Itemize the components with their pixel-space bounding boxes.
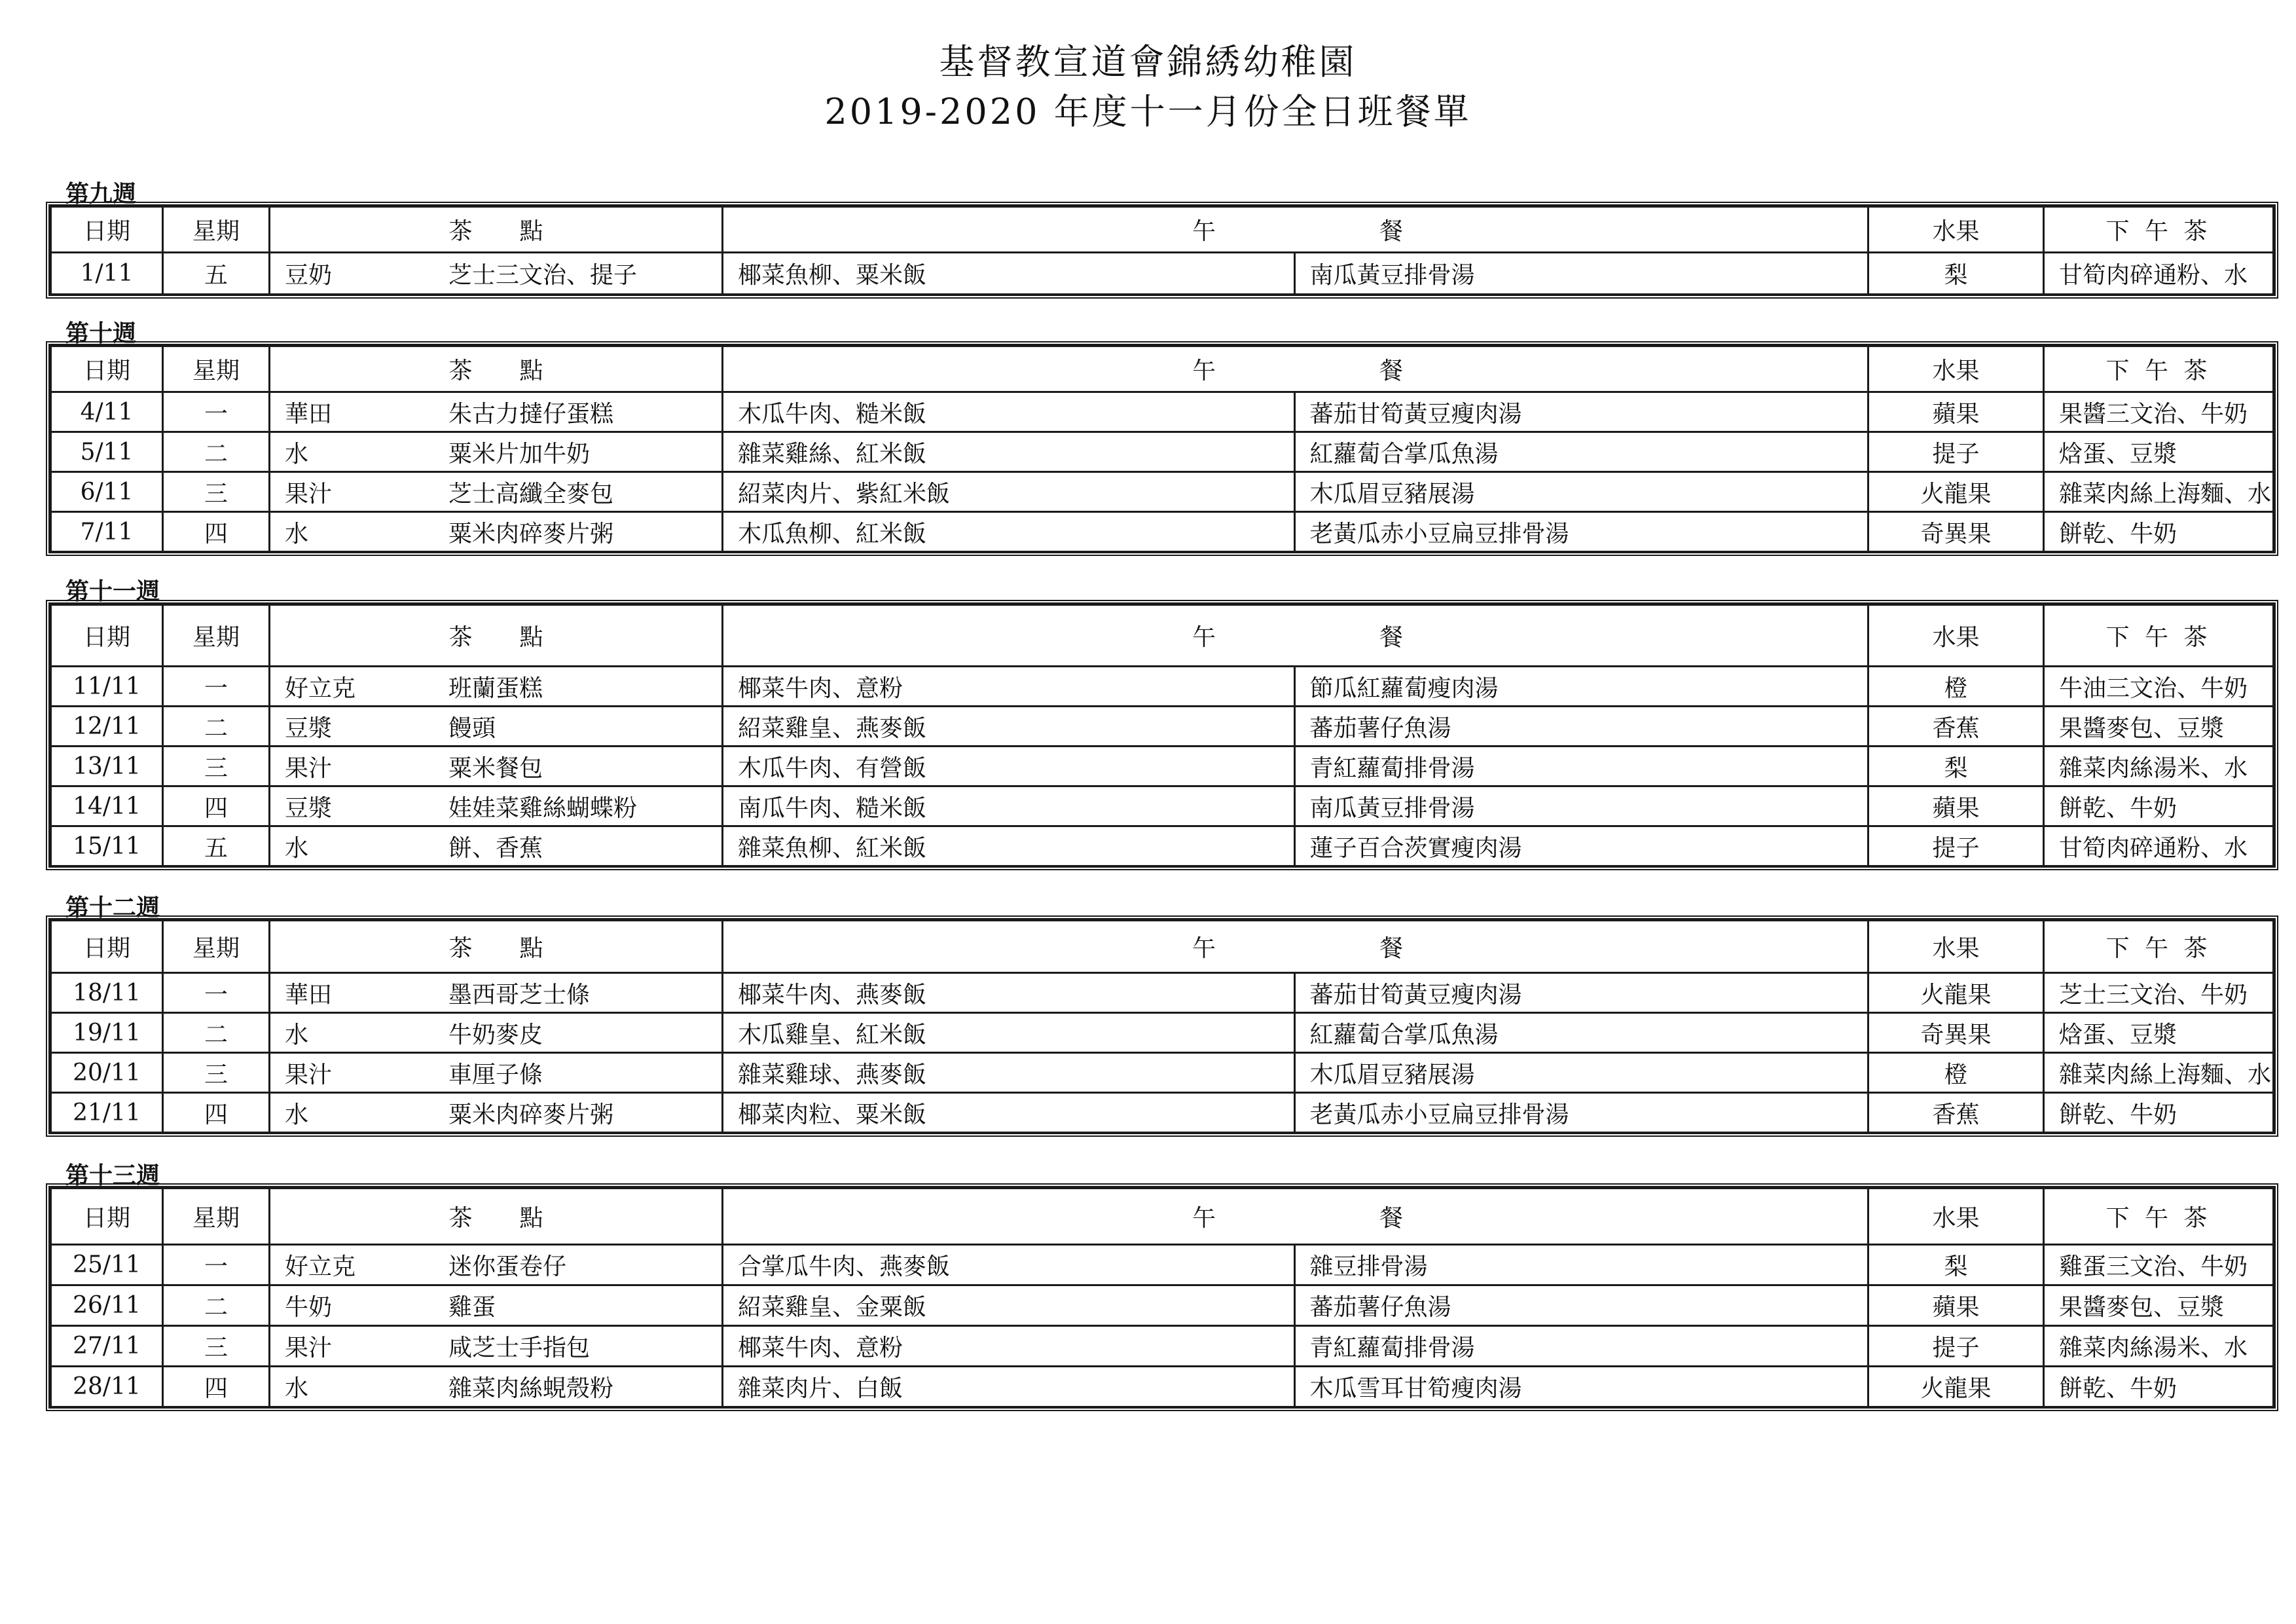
menu-table — [50, 1187, 2274, 1408]
lunch-soup: 紅蘿蔔合掌瓜魚湯 — [1294, 1013, 1868, 1053]
fruit-cell: 蘋果 — [1868, 786, 2044, 826]
header-row — [51, 346, 2274, 392]
tea-cell — [270, 1093, 723, 1133]
lunch-main: 木瓜魚柳、紅米飯 — [723, 512, 1295, 552]
menu-subtitle: 2019-2020 年度十一月份全日班餐單 — [824, 91, 1472, 132]
tea-drink: 豆奶 — [285, 262, 333, 289]
day-cell: 二 — [163, 707, 270, 747]
lunch-soup: 雜豆排骨湯 — [1294, 1245, 1868, 1285]
date-cell: 26/11 — [51, 1285, 163, 1326]
day-cell: 二 — [163, 1013, 270, 1053]
day-cell: 三 — [163, 1326, 270, 1367]
fruit-cell: 橙 — [1868, 1053, 2044, 1093]
lunch-soup: 青紅蘿蔔排骨湯 — [1294, 747, 1868, 786]
week-label: 第十一週 — [65, 578, 160, 605]
tea-drink: 好立克 — [285, 1253, 356, 1280]
day-cell: 三 — [163, 472, 270, 512]
header-row — [51, 207, 2274, 253]
fruit-cell: 蘋果 — [1868, 1285, 2044, 1326]
col-date: 日期 — [51, 605, 163, 667]
col-lunch-2: 餐 — [1294, 207, 1868, 253]
week-label: 第十三週 — [65, 1162, 160, 1189]
table-row — [51, 973, 2274, 1013]
tea-snack: 粟米餐包 — [448, 754, 543, 782]
lunch-soup: 老黃瓜赤小豆扁豆排骨湯 — [1294, 1093, 1868, 1133]
fruit-cell: 香蕉 — [1868, 707, 2044, 747]
tea-cell — [270, 512, 723, 552]
table-row — [51, 1245, 2274, 1285]
fruit-cell: 火龍果 — [1868, 472, 2044, 512]
table-row — [51, 1013, 2274, 1053]
menu-table — [50, 604, 2274, 867]
week-table — [46, 915, 2278, 1137]
tea-snack: 朱古力撻仔蛋糕 — [448, 400, 614, 428]
afternoon-tea-cell: 芝士三文治、牛奶 — [2044, 973, 2274, 1013]
day-cell: 一 — [163, 973, 270, 1013]
table-row — [51, 707, 2274, 747]
afternoon-tea-cell: 牛油三文治、牛奶 — [2044, 667, 2274, 707]
date-cell: 18/11 — [51, 973, 163, 1013]
fruit-cell: 火龍果 — [1868, 1367, 2044, 1407]
date-cell: 27/11 — [51, 1326, 163, 1367]
tea-cell — [270, 667, 723, 707]
lunch-soup: 青紅蘿蔔排骨湯 — [1294, 1326, 1868, 1367]
tea-drink: 果汁 — [285, 1335, 333, 1361]
col-tea: 茶 點 — [270, 921, 723, 973]
day-cell: 一 — [163, 667, 270, 707]
afternoon-tea-cell: 甘筍肉碎通粉、水 — [2044, 826, 2274, 866]
col-afternoon-tea: 下 午 茶 — [2044, 605, 2274, 667]
col-lunch-2: 餐 — [1294, 346, 1868, 392]
date-cell: 15/11 — [51, 826, 163, 866]
lunch-soup: 蕃茄甘筍黃豆瘦肉湯 — [1294, 973, 1868, 1013]
tea-drink: 華田 — [285, 400, 333, 428]
lunch-soup: 蓮子百合茨實瘦肉湯 — [1294, 826, 1868, 866]
tea-cell — [270, 826, 723, 866]
col-lunch: 午 — [723, 346, 1295, 392]
col-fruit: 水果 — [1868, 1189, 2044, 1245]
lunch-main: 南瓜牛肉、糙米飯 — [723, 786, 1295, 826]
table-row — [51, 432, 2274, 472]
date-cell: 25/11 — [51, 1245, 163, 1285]
day-cell: 五 — [163, 826, 270, 866]
tea-snack: 墨西哥芝士條 — [448, 981, 591, 1008]
tea-snack: 娃娃菜雞絲蝴蝶粉 — [448, 794, 638, 822]
date-cell: 5/11 — [51, 432, 163, 472]
fruit-cell: 奇異果 — [1868, 512, 2044, 552]
day-cell: 四 — [163, 512, 270, 552]
col-day: 星期 — [163, 207, 270, 253]
day-cell: 三 — [163, 1053, 270, 1093]
afternoon-tea-cell: 果醬麥包、豆漿 — [2044, 707, 2274, 747]
tea-cell — [270, 392, 723, 432]
lunch-soup: 蕃茄薯仔魚湯 — [1294, 1285, 1868, 1326]
col-fruit: 水果 — [1868, 207, 2044, 253]
lunch-soup: 蕃茄薯仔魚湯 — [1294, 707, 1868, 747]
afternoon-tea-cell: 餅乾、牛奶 — [2044, 1367, 2274, 1407]
day-cell: 一 — [163, 392, 270, 432]
menu-table — [50, 345, 2274, 553]
week-table — [46, 202, 2278, 299]
date-cell: 21/11 — [51, 1093, 163, 1133]
week-table — [46, 600, 2278, 870]
tea-cell — [270, 1326, 723, 1367]
fruit-cell: 橙 — [1868, 667, 2044, 707]
tea-drink: 果汁 — [285, 480, 333, 507]
afternoon-tea-cell: 果醬三文治、牛奶 — [2044, 392, 2274, 432]
header-row — [51, 605, 2274, 667]
table-row — [51, 512, 2274, 552]
day-cell: 五 — [163, 253, 270, 295]
col-fruit: 水果 — [1868, 921, 2044, 973]
lunch-main: 雜菜魚柳、紅米飯 — [723, 826, 1295, 866]
tea-snack: 饅頭 — [448, 714, 496, 742]
date-cell: 6/11 — [51, 472, 163, 512]
afternoon-tea-cell: 餅乾、牛奶 — [2044, 512, 2274, 552]
col-lunch: 午 — [723, 921, 1295, 973]
col-afternoon-tea: 下 午 茶 — [2044, 1189, 2274, 1245]
afternoon-tea-cell: 雜菜肉絲湯米、水 — [2044, 1326, 2274, 1367]
fruit-cell: 香蕉 — [1868, 1093, 2044, 1133]
afternoon-tea-cell: 果醬麥包、豆漿 — [2044, 1285, 2274, 1326]
tea-cell — [270, 1245, 723, 1285]
header-row — [51, 921, 2274, 973]
fruit-cell: 提子 — [1868, 432, 2044, 472]
date-cell: 11/11 — [51, 667, 163, 707]
tea-cell — [270, 747, 723, 786]
tea-drink: 水 — [285, 1101, 309, 1128]
tea-drink: 牛奶 — [285, 1294, 333, 1321]
date-cell: 4/11 — [51, 392, 163, 432]
day-cell: 四 — [163, 786, 270, 826]
col-date: 日期 — [51, 921, 163, 973]
week-label: 第十週 — [65, 320, 137, 347]
week-label: 第九週 — [65, 181, 137, 208]
afternoon-tea-cell: 雜菜肉絲湯米、水 — [2044, 747, 2274, 786]
afternoon-tea-cell: 甘筍肉碎通粉、水 — [2044, 253, 2274, 295]
tea-cell — [270, 1053, 723, 1093]
lunch-main: 椰菜魚柳、粟米飯 — [723, 253, 1295, 295]
date-cell: 14/11 — [51, 786, 163, 826]
tea-snack: 芝士三文治、提子 — [448, 262, 638, 289]
lunch-soup: 南瓜黃豆排骨湯 — [1294, 253, 1868, 295]
lunch-main: 木瓜牛肉、有營飯 — [723, 747, 1295, 786]
lunch-soup: 蕃茄甘筍黃豆瘦肉湯 — [1294, 392, 1868, 432]
table-row — [51, 1326, 2274, 1367]
date-cell: 1/11 — [51, 253, 163, 295]
day-cell: 二 — [163, 1285, 270, 1326]
table-row — [51, 1367, 2274, 1407]
tea-cell — [270, 707, 723, 747]
table-row — [51, 667, 2274, 707]
lunch-main: 紹菜肉片、紫紅米飯 — [723, 472, 1295, 512]
tea-snack: 餅、香蕉 — [448, 834, 543, 862]
col-tea: 茶 點 — [270, 346, 723, 392]
col-tea: 茶 點 — [270, 605, 723, 667]
tea-drink: 豆漿 — [285, 794, 333, 822]
col-lunch: 午 — [723, 605, 1295, 667]
fruit-cell: 梨 — [1868, 747, 2044, 786]
fruit-cell: 奇異果 — [1868, 1013, 2044, 1053]
col-afternoon-tea: 下 午 茶 — [2044, 207, 2274, 253]
lunch-main: 椰菜牛肉、意粉 — [723, 1326, 1295, 1367]
tea-drink: 華田 — [285, 981, 333, 1008]
lunch-main: 木瓜牛肉、糙米飯 — [723, 392, 1295, 432]
tea-cell — [270, 253, 723, 295]
lunch-main: 紹菜雞皇、金粟飯 — [723, 1285, 1295, 1326]
week-table — [46, 1183, 2278, 1411]
fruit-cell: 火龍果 — [1868, 973, 2044, 1013]
col-lunch: 午 — [723, 1189, 1295, 1245]
tea-snack: 雜菜肉絲蜆殼粉 — [448, 1375, 614, 1402]
tea-snack: 粟米片加牛奶 — [448, 440, 591, 468]
day-cell: 四 — [163, 1093, 270, 1133]
col-lunch-2: 餐 — [1294, 921, 1868, 973]
lunch-soup: 節瓜紅蘿蔔瘦肉湯 — [1294, 667, 1868, 707]
lunch-main: 雜菜雞球、燕麥飯 — [723, 1053, 1295, 1093]
fruit-cell: 梨 — [1868, 1245, 2044, 1285]
table-row — [51, 1053, 2274, 1093]
col-afternoon-tea: 下 午 茶 — [2044, 346, 2274, 392]
date-cell: 20/11 — [51, 1053, 163, 1093]
afternoon-tea-cell: 焓蛋、豆漿 — [2044, 1013, 2274, 1053]
tea-cell — [270, 786, 723, 826]
table-row — [51, 472, 2274, 512]
lunch-main: 雜菜雞絲、紅米飯 — [723, 432, 1295, 472]
col-afternoon-tea: 下 午 茶 — [2044, 921, 2274, 973]
lunch-main: 合掌瓜牛肉、燕麥飯 — [723, 1245, 1295, 1285]
fruit-cell: 提子 — [1868, 826, 2044, 866]
tea-snack: 車厘子條 — [448, 1061, 543, 1088]
afternoon-tea-cell: 雜菜肉絲上海麵、水 — [2044, 1053, 2274, 1093]
school-title: 基督教宣道會錦綉幼稚園 — [939, 41, 1357, 83]
tea-drink: 豆漿 — [285, 714, 333, 742]
date-cell: 28/11 — [51, 1367, 163, 1407]
tea-drink: 水 — [285, 834, 309, 862]
col-day: 星期 — [163, 1189, 270, 1245]
table-row — [51, 826, 2274, 866]
date-cell: 12/11 — [51, 707, 163, 747]
day-cell: 三 — [163, 747, 270, 786]
col-tea: 茶 點 — [270, 1189, 723, 1245]
tea-drink: 果汁 — [285, 1061, 333, 1088]
table-row — [51, 786, 2274, 826]
col-day: 星期 — [163, 921, 270, 973]
lunch-main: 雜菜肉片、白飯 — [723, 1367, 1295, 1407]
table-row — [51, 253, 2274, 295]
col-date: 日期 — [51, 207, 163, 253]
tea-snack: 咸芝士手指包 — [448, 1335, 591, 1361]
tea-snack: 芝士高纖全麥包 — [448, 480, 614, 507]
tea-snack: 班蘭蛋糕 — [448, 674, 543, 702]
tea-cell — [270, 432, 723, 472]
table-row — [51, 392, 2274, 432]
lunch-soup: 紅蘿蔔合掌瓜魚湯 — [1294, 432, 1868, 472]
header-row — [51, 1189, 2274, 1245]
lunch-soup: 木瓜眉豆豬展湯 — [1294, 1053, 1868, 1093]
day-cell: 四 — [163, 1367, 270, 1407]
col-date: 日期 — [51, 346, 163, 392]
date-cell: 19/11 — [51, 1013, 163, 1053]
tea-snack: 牛奶麥皮 — [448, 1021, 543, 1048]
lunch-soup: 老黃瓜赤小豆扁豆排骨湯 — [1294, 512, 1868, 552]
col-day: 星期 — [163, 346, 270, 392]
afternoon-tea-cell: 雜菜肉絲上海麵、水 — [2044, 472, 2274, 512]
tea-drink: 水 — [285, 1021, 309, 1048]
lunch-soup: 木瓜眉豆豬展湯 — [1294, 472, 1868, 512]
afternoon-tea-cell: 雞蛋三文治、牛奶 — [2044, 1245, 2274, 1285]
col-date: 日期 — [51, 1189, 163, 1245]
tea-drink: 水 — [285, 1375, 309, 1402]
col-fruit: 水果 — [1868, 346, 2044, 392]
week-table — [46, 341, 2278, 556]
date-cell: 7/11 — [51, 512, 163, 552]
table-row — [51, 747, 2274, 786]
col-lunch-2: 餐 — [1294, 605, 1868, 667]
tea-snack: 雞蛋 — [448, 1294, 496, 1321]
col-lunch-2: 餐 — [1294, 1189, 1868, 1245]
afternoon-tea-cell: 餅乾、牛奶 — [2044, 786, 2274, 826]
tea-snack: 迷你蛋卷仔 — [448, 1253, 567, 1280]
tea-drink: 好立克 — [285, 674, 356, 702]
week-label: 第十二週 — [65, 895, 160, 921]
col-lunch: 午 — [723, 207, 1295, 253]
table-row — [51, 1093, 2274, 1133]
day-cell: 二 — [163, 432, 270, 472]
lunch-main: 椰菜牛肉、燕麥飯 — [723, 973, 1295, 1013]
lunch-soup: 木瓜雪耳甘筍瘦肉湯 — [1294, 1367, 1868, 1407]
tea-drink: 果汁 — [285, 754, 333, 782]
fruit-cell: 梨 — [1868, 253, 2044, 295]
afternoon-tea-cell: 焓蛋、豆漿 — [2044, 432, 2274, 472]
tea-snack: 粟米肉碎麥片粥 — [448, 1101, 614, 1128]
tea-drink: 水 — [285, 520, 309, 547]
menu-table — [50, 206, 2274, 295]
tea-cell — [270, 1367, 723, 1407]
lunch-main: 木瓜雞皇、紅米飯 — [723, 1013, 1295, 1053]
menu-table — [50, 919, 2274, 1134]
fruit-cell: 提子 — [1868, 1326, 2044, 1367]
fruit-cell: 蘋果 — [1868, 392, 2044, 432]
tea-snack: 粟米肉碎麥片粥 — [448, 520, 614, 547]
col-fruit: 水果 — [1868, 605, 2044, 667]
tea-cell — [270, 472, 723, 512]
lunch-main: 椰菜牛肉、意粉 — [723, 667, 1295, 707]
day-cell: 一 — [163, 1245, 270, 1285]
afternoon-tea-cell: 餅乾、牛奶 — [2044, 1093, 2274, 1133]
tea-cell — [270, 1013, 723, 1053]
table-row — [51, 1285, 2274, 1326]
tea-cell — [270, 1285, 723, 1326]
tea-drink: 水 — [285, 440, 309, 468]
lunch-soup: 南瓜黃豆排骨湯 — [1294, 786, 1868, 826]
tea-cell — [270, 973, 723, 1013]
lunch-main: 椰菜肉粒、粟米飯 — [723, 1093, 1295, 1133]
col-tea: 茶 點 — [270, 207, 723, 253]
date-cell: 13/11 — [51, 747, 163, 786]
col-day: 星期 — [163, 605, 270, 667]
lunch-main: 紹菜雞皇、燕麥飯 — [723, 707, 1295, 747]
